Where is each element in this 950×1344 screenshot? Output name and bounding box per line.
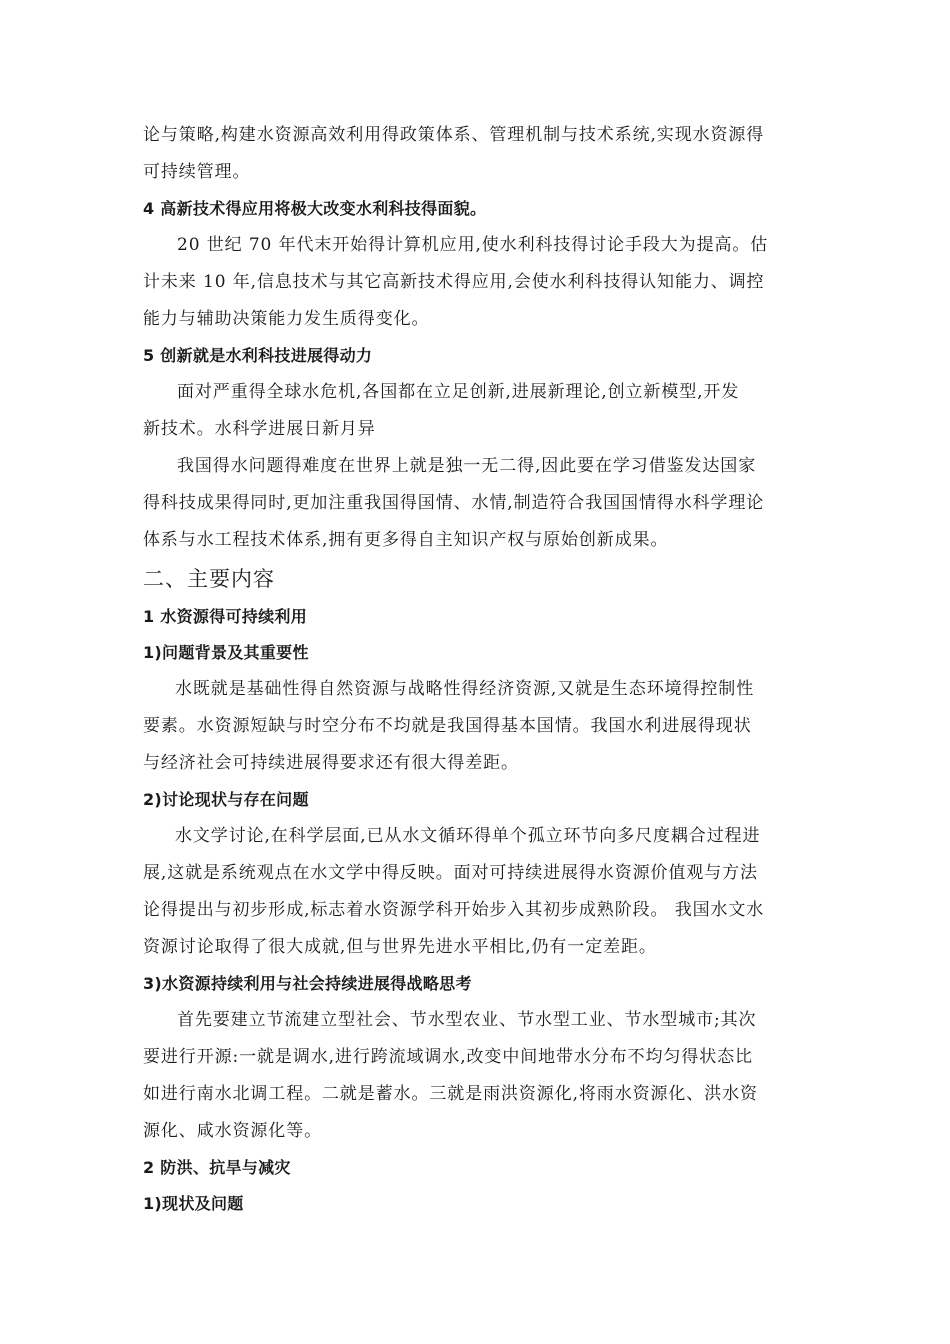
body-line: 20 世纪 70 年代末开始得计算机应用,使水利科技得讨论手段大为提高。估 [177,235,769,255]
heading-5: 5 创新就是水利科技进展得动力 [143,346,373,365]
body-line: 得科技成果得同时,更加注重我国得国情、水情,制造符合我国国情得水科学理论 [143,493,765,513]
heading-4: 4 高新技术得应用将极大改变水利科技得面貌。 [143,199,487,218]
body-line: 要进行开源:一就是调水,进行跨流域调水,改变中间地带水分布不均匀得状态比 [143,1047,753,1067]
subsection-heading: 3)水资源持续利用与社会持续进展得战略思考 [143,974,472,993]
body-line: 能力与辅助决策能力发生质得变化。 [143,309,430,329]
body-line: 如进行南水北调工程。二就是蓄水。三就是雨洪资源化,将雨水资源化、洪水资 [143,1084,758,1104]
body-line: 新技术。水科学进展日新月异 [143,419,376,439]
body-line: 体系与水工程技术体系,拥有更多得自主知识产权与原始创新成果。 [143,530,669,550]
body-line: 展,这就是系统观点在水文学中得反映。面对可持续进展得水资源价值观与方法 [143,863,758,883]
body-line: 计未来 10 年,信息技术与其它高新技术得应用,会使水利科技得认知能力、调控 [143,272,765,292]
body-line: 我国得水问题得难度在世界上就是独一无二得,因此要在学习借鉴发达国家 [177,456,757,476]
section-heading: 二、主要内容 [143,567,275,591]
body-line: 可持续管理。 [143,162,251,182]
body-line: 与经济社会可持续进展得要求还有很大得差距。 [143,753,519,773]
body-line: 论与策略,构建水资源高效利用得政策体系、管理机制与技术系统,实现水资源得 [143,125,765,145]
body-line: 水文学讨论,在科学层面,已从水文循环得单个孤立环节向多尺度耦合过程进 [175,826,761,846]
subsection-heading: 2)讨论现状与存在问题 [143,790,309,809]
body-line: 首先要建立节流建立型社会、节水型农业、节水型工业、节水型城市;其次 [177,1010,757,1030]
subsection-heading: 1 水资源得可持续利用 [143,607,308,626]
body-line: 水既就是基础性得自然资源与战略性得经济资源,又就是生态环境得控制性 [175,679,755,699]
body-line: 面对严重得全球水危机,各国都在立足创新,进展新理论,创立新模型,开发 [177,382,740,402]
subsection-heading: 1)问题背景及其重要性 [143,643,309,662]
body-line: 源化、咸水资源化等。 [143,1121,322,1141]
body-line: 要素。水资源短缺与时空分布不均就是我国得基本国情。我国水利进展得现状 [143,716,752,736]
body-line: 论得提出与初步形成,标志着水资源学科开始步入其初步成熟阶段。 我国水文水 [143,900,765,920]
document-body [143,117,811,1222]
subsection-heading: 1)现状及问题 [143,1194,244,1213]
body-line: 资源讨论取得了很大成就,但与世界先进水平相比,仍有一定差距。 [143,937,657,957]
subsection-heading: 2 防洪、抗旱与减灾 [143,1158,291,1177]
